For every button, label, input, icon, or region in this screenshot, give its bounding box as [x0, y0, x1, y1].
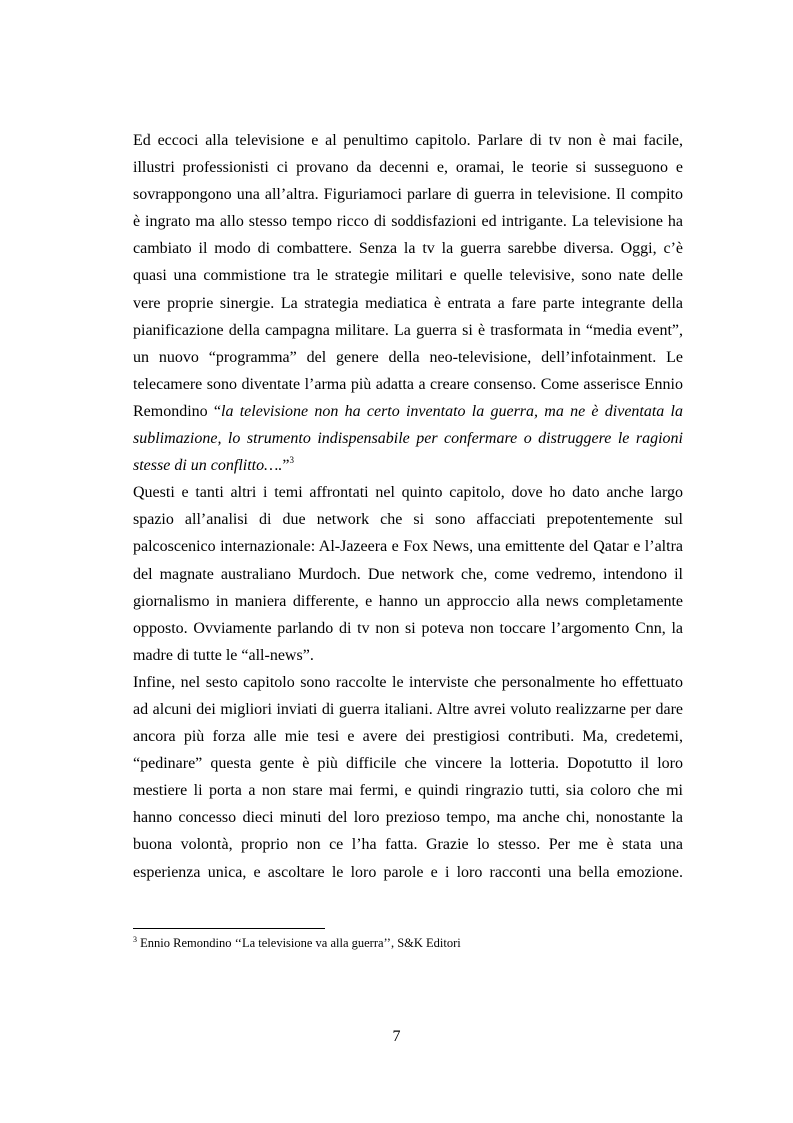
text-line: sovrappongono una all’altra. Figuriamoci parlare di guerra in televisione. Il compito: [133, 186, 683, 204]
text-line: ad alcuni dei migliori inviati di guerra italiani. Altre avrei voluto realizzarne per dare: [133, 700, 683, 718]
paragraph: [133, 127, 683, 479]
quote-line: [133, 425, 683, 452]
page-number: 7: [392, 1028, 401, 1045]
text-line: mestiere li porta a non stare mai fermi, e quindi ringrazio tutti, sia coloro che mi: [133, 782, 683, 800]
text-line: un nuovo “programma” del genere della neo-televisione, dell’infotainment. Le: [133, 348, 683, 366]
quote-text: la televisione non ha certo inventato la guerra, ma ne è diventata la: [221, 402, 684, 420]
text-line: del magnate australiano Murdoch. Due network che, come vedremo, intendono il: [133, 565, 683, 583]
footnote-ref[interactable]: 3: [289, 455, 294, 466]
quote-line: [133, 398, 683, 425]
quote-intro: Remondino “: [133, 402, 222, 420]
quote-text: sublimazione, lo strumento indispensabile per confermare o distruggere le ragioni: [133, 430, 683, 448]
text-line: vere proprie sinergie. La strategia mediatica è entrata a fare parte integrante della: [133, 294, 683, 312]
text-line: buona volontà, proprio non ce l’ha fatta. Grazie lo stesso. Per me è stata una: [133, 836, 683, 854]
footnote-text: Ennio Remondino ‘‘La televisione va alla guerra’’, S&K Editori: [137, 936, 461, 950]
quote-close: ”: [282, 457, 290, 475]
paragraph: [133, 479, 683, 669]
footnote: [133, 935, 461, 951]
text-line: Ed eccoci alla televisione e al penultimo capitolo. Parlare di tv non è mai facile,: [133, 132, 683, 149]
text-line: madre di tutte le “all-news”.: [133, 646, 314, 664]
quote-line: [133, 452, 683, 479]
text-line: esperienza unica, e ascoltare le loro parole e i loro racconti una bella emozione.: [133, 863, 683, 881]
text-line: Infine, nel sesto capitolo sono raccolte le interviste che personalmente ho effettuato: [133, 673, 683, 691]
text-line: opposto. Ovviamente parlando di tv non si poteva non toccare l’argomento Cnn, la: [133, 619, 683, 637]
text-line: hanno concesso dieci minuti del loro prezioso tempo, ma anche chi, nonostante la: [133, 809, 683, 827]
text-line: pianificazione della campagna militare. La guerra si è trasformata in “media event”,: [133, 321, 683, 339]
body-text: [133, 127, 683, 886]
quote-text: stesse di un conflitto….: [133, 457, 283, 475]
text-line: “pedinare” questa gente è più difficile che vincere la lotteria. Dopotutto il loro: [133, 755, 683, 773]
footnote-separator: [133, 928, 325, 929]
text-line: ancora più forza alle mie tesi e avere dei prestigiosi contributi. Ma, credetemi,: [133, 728, 683, 746]
text-line: cambiato il modo di combattere. Senza la tv la guerra sarebbe diversa. Oggi, c’è: [133, 240, 683, 258]
text-line: illustri professionisti ci provano da decenni e, oramai, le teorie si susseguono e: [133, 159, 683, 177]
footnote-number: 3: [133, 935, 137, 944]
text-line: è ingrato ma allo stesso tempo ricco di soddisfazioni ed intrigante. La televisione ha: [133, 213, 683, 231]
text-line: telecamere sono diventate l’arma più adatta a creare consenso. Come asserisce Ennio: [133, 375, 683, 393]
text-line: spazio all’analisi di due network che si sono affacciati prepotentemente sul: [133, 511, 683, 529]
paragraph: [133, 669, 683, 886]
text-line: quasi una commistione tra le strategie militari e quelle televisive, sono nate delle: [133, 267, 683, 285]
text-line: Questi e tanti altri i temi affrontati nel quinto capitolo, dove ho dato anche largo: [133, 484, 683, 502]
text-line: giornalismo in maniera differente, e hanno un approccio alla news completamente: [133, 592, 683, 610]
text-line: palcoscenico internazionale: Al-Jazeera e Fox News, una emittente del Qatar e l’altra: [133, 538, 683, 556]
